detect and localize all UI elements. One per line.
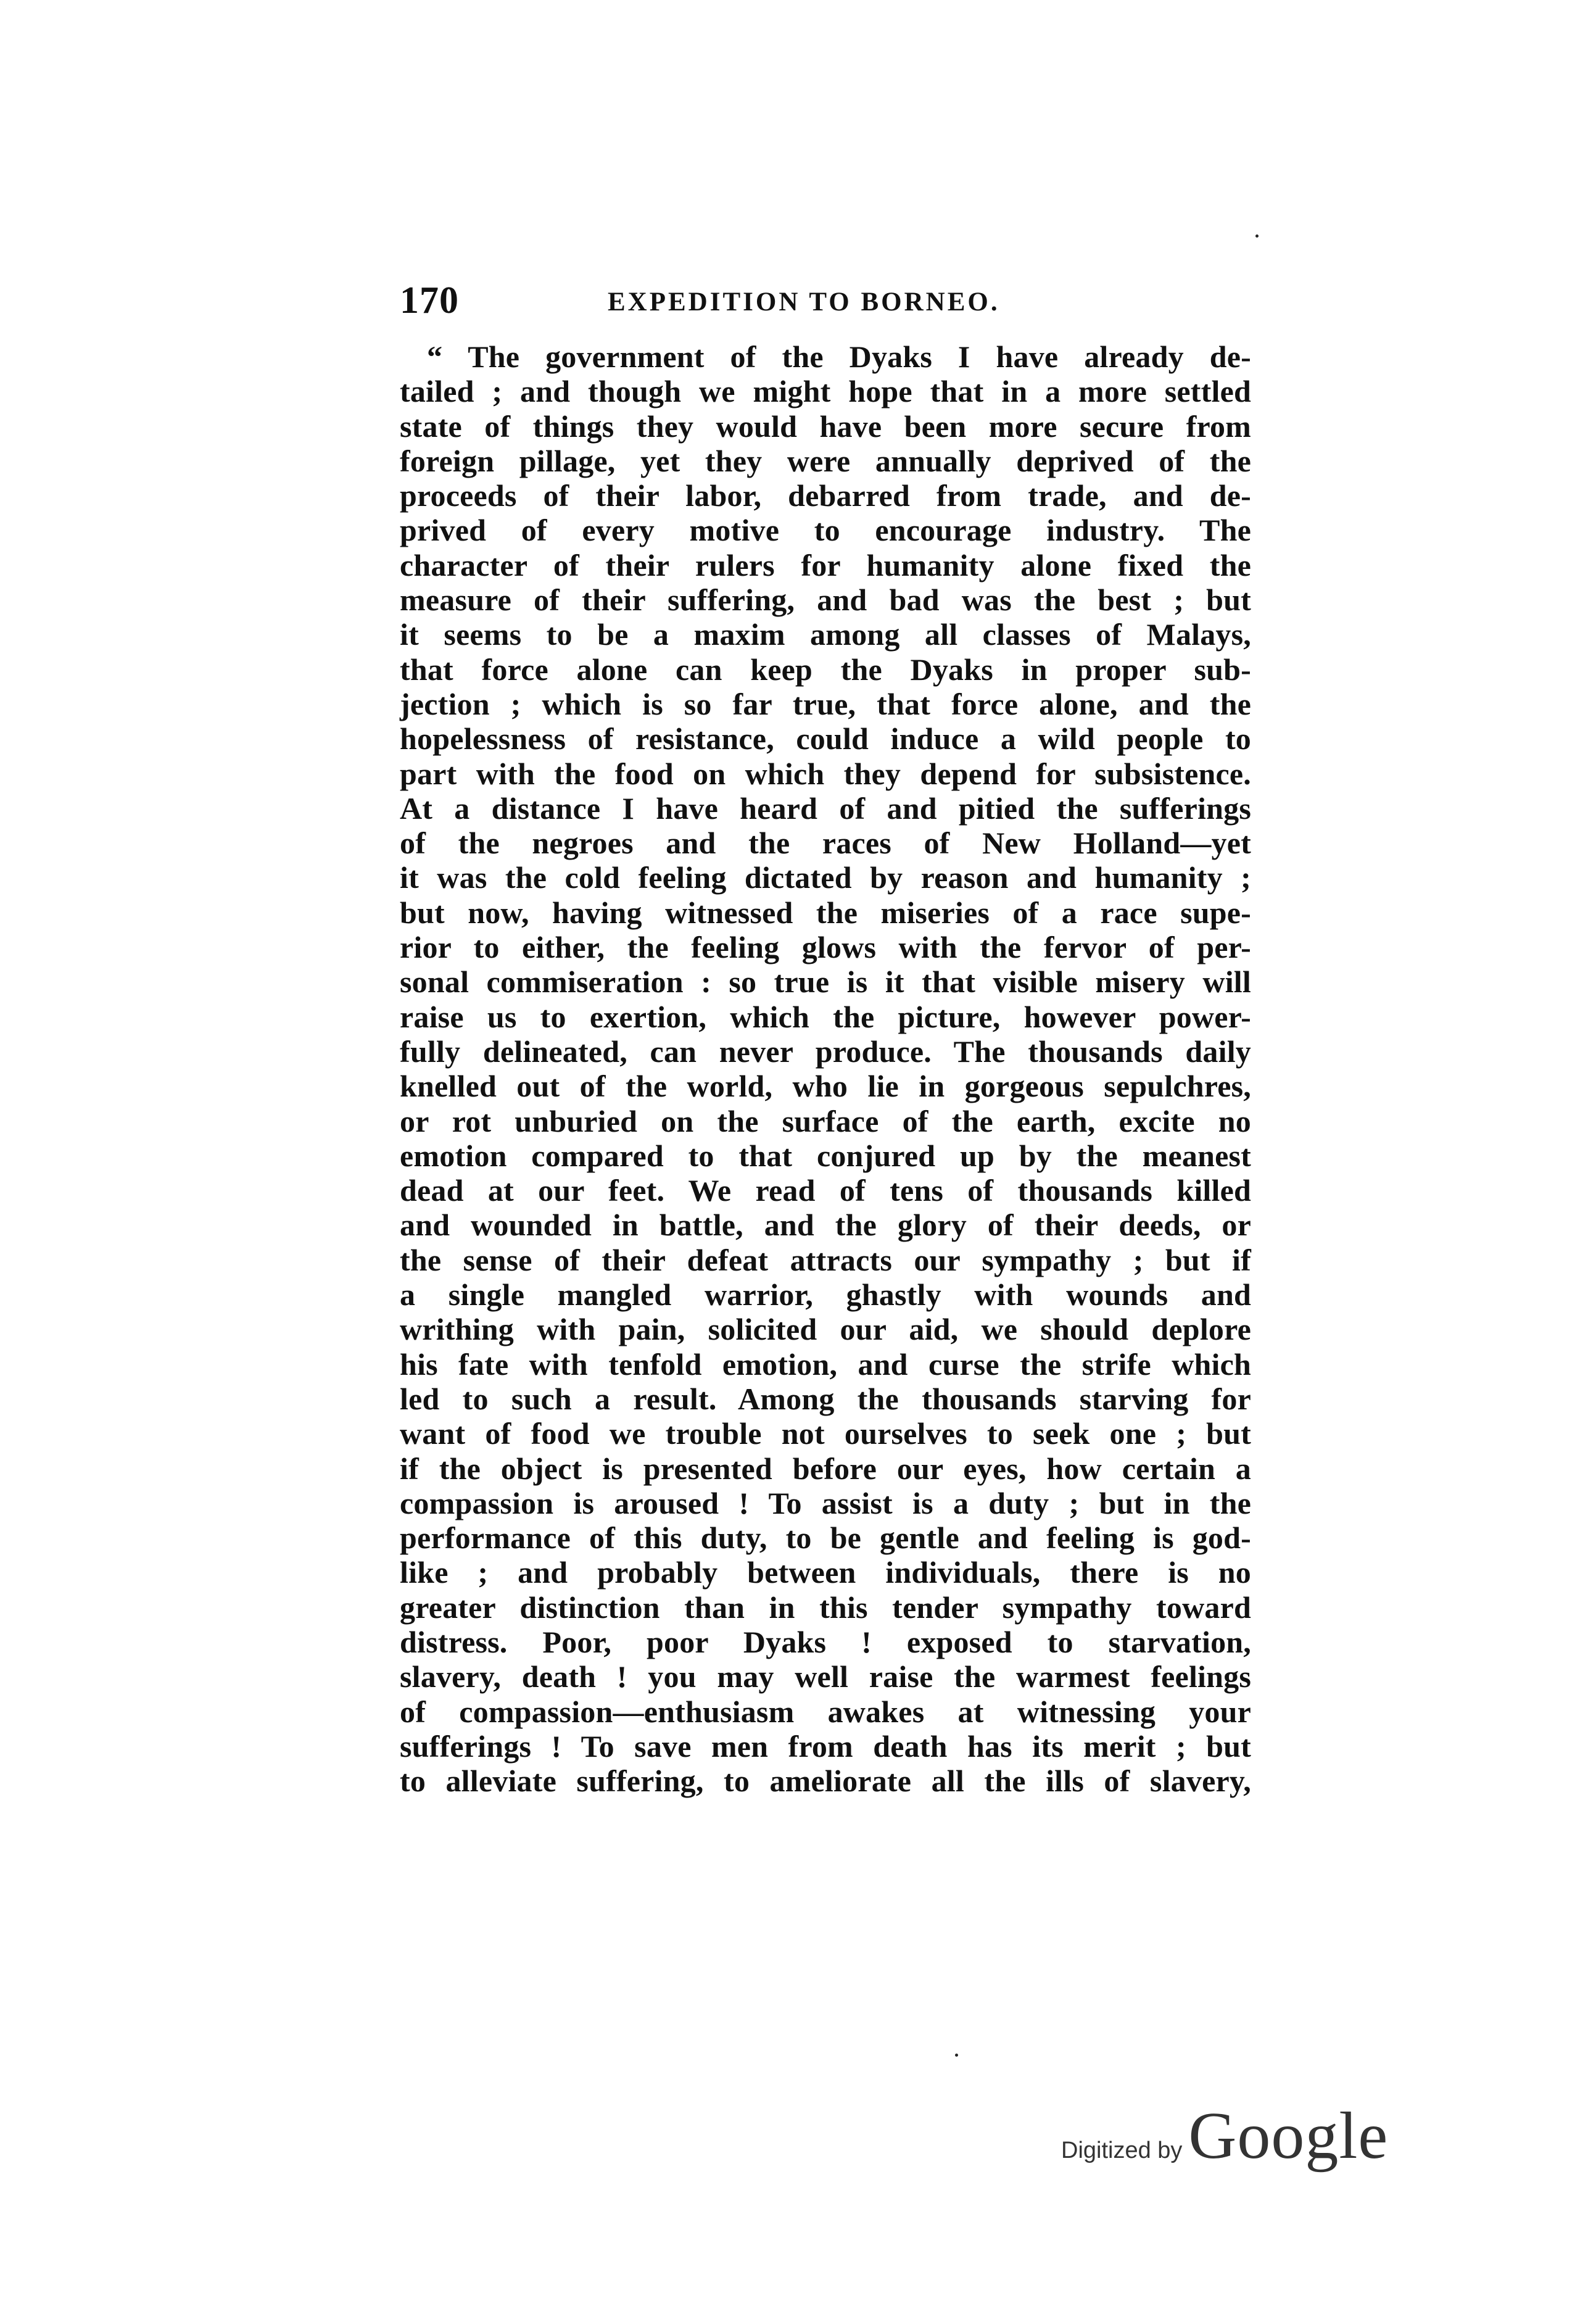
body-text [400,339,1251,1798]
text-line: sonal commiseration : so true is it that visible misery will [400,964,1251,1000]
text-line: and wounded in battle, and the glory of their deeds, or [400,1208,1251,1243]
digitized-by-watermark [1061,2098,1388,2175]
scan-speck [955,2054,958,2057]
text-line: character of their rulers for humanity alone fixed the [400,547,1251,583]
scan-speck [1255,234,1259,238]
text-line: jection ; which is so far true, that force alone, and the [400,686,1251,721]
text-line: it was the cold feeling dictated by reason and humanity ; [400,860,1251,895]
text-line: like ; and probably between individuals, there is no [400,1555,1251,1590]
text-line: state of things they would have been more secure from [400,408,1251,444]
page-number: 170 [400,280,459,321]
text-line: the sense of their defeat attracts our sympathy ; but if [400,1242,1251,1277]
text-line: measure of their suffering, and bad was the best ; but [400,583,1251,618]
text-line: but now, having witnessed the miseries of a race supe- [400,895,1251,930]
text-line: dead at our feet. We read of tens of thousands killed [400,1173,1251,1208]
text-line: “ The government of the Dyaks I have already de- [427,339,1251,374]
text-line: part with the food on which they depend for subsistence. [400,756,1251,791]
text-line: knelled out of the world, who lie in gorgeous sepulchres, [400,1069,1251,1104]
text-line: prived of every motive to encourage industry. The [400,513,1251,548]
text-line: rior to either, the feeling glows with the fervor of per- [400,930,1251,965]
text-line: greater distinction than in this tender sympathy toward [400,1590,1251,1625]
text-line: his fate with tenfold emotion, and curse the strife which [400,1346,1251,1382]
text-line: want of food we trouble not ourselves to seek one ; but [400,1416,1251,1451]
text-line: writhing with pain, solicited our aid, we should deplore [400,1312,1251,1347]
text-line: At a distance I have heard of and pitied the sufferings [400,790,1251,826]
text-line: raise us to exertion, which the picture, however power- [400,999,1251,1034]
text-line: compassion is aroused ! To assist is a duty ; but in the [400,1485,1251,1520]
text-line: that force alone can keep the Dyaks in proper sub- [400,652,1251,687]
text-line: performance of this duty, to be gentle and feeling is god- [400,1520,1251,1556]
running-head-title: EXPEDITION TO BORNEO. [608,288,1000,317]
text-line: to alleviate suffering, to ameliorate all the ills of slavery, [400,1764,1251,1799]
digitized-by-label: Digitized by [1061,2137,1183,2163]
text-line: slavery, death ! you may well raise the warmest feelings [400,1659,1251,1694]
text-line: of compassion—enthusiasm awakes at witnessing your [400,1694,1251,1729]
text-line: of the negroes and the races of New Holland—yet [400,826,1251,861]
text-line: a single mangled warrior, ghastly with wounds and [400,1277,1251,1312]
text-line: distress. Poor, poor Dyaks ! exposed to starvation, [400,1624,1251,1659]
text-line: sufferings ! To save men from death has its merit ; but [400,1728,1251,1764]
text-line: hopelessness of resistance, could induce a wild people to [400,721,1251,757]
text-line: tailed ; and though we might hope that in a more settled [400,374,1251,409]
text-line: foreign pillage, yet they were annually deprived of the [400,443,1251,478]
text-line: proceeds of their labor, debarred from trade, and de- [400,478,1251,513]
text-line: or rot unburied on the surface of the earth, excite no [400,1103,1251,1138]
text-line: emotion compared to that conjured up by the meanest [400,1138,1251,1173]
text-line: if the object is presented before our eyes, how certain a [400,1451,1251,1486]
google-logo: Google [1188,2099,1389,2173]
text-line: led to such a result. Among the thousands starving for [400,1381,1251,1416]
text-line: it seems to be a maxim among all classes of Malays, [400,617,1251,652]
text-line: fully delineated, can never produce. The thousands daily [400,1034,1251,1069]
